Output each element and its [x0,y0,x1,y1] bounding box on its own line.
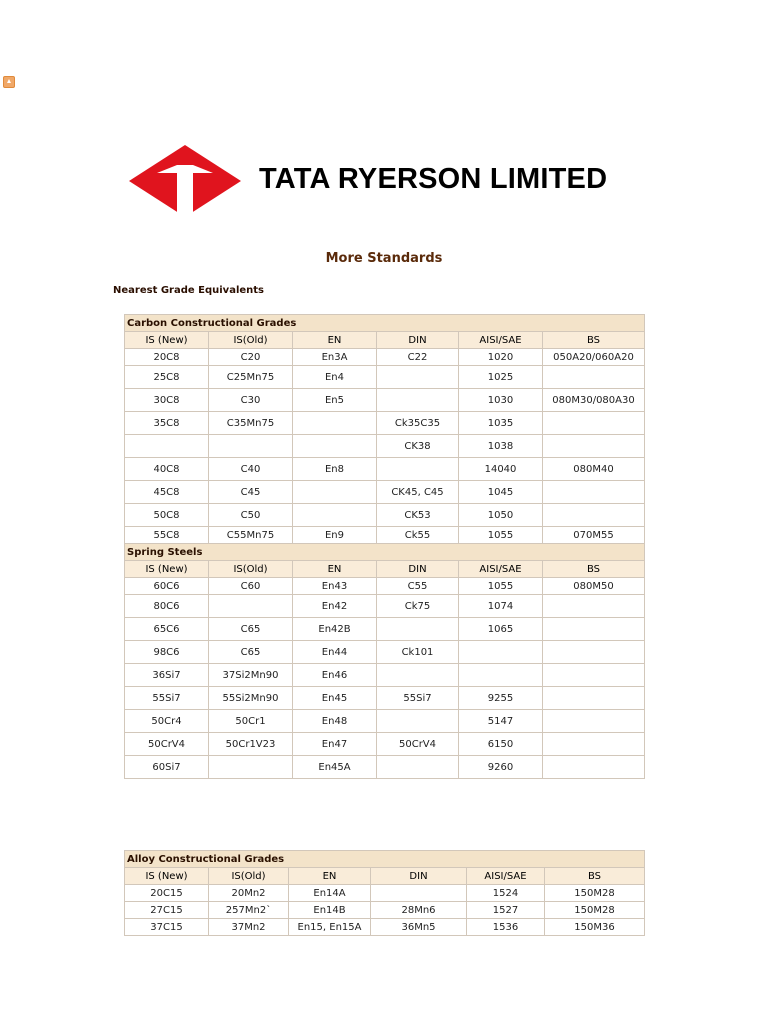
table-cell [543,664,645,687]
table-cell [543,504,645,527]
table-cell: 40C8 [125,458,209,481]
table-row [125,756,645,779]
table-cell: En9 [293,527,377,544]
column-header: DIN [377,332,459,349]
table-cell [377,366,459,389]
table-cell: C55Mn75 [209,527,293,544]
table-cell: En14A [289,885,371,902]
company-logo [127,143,657,219]
table-cell [377,664,459,687]
table-cell: En47 [293,733,377,756]
table-cell: En5 [293,389,377,412]
table-cell: En43 [293,578,377,595]
table-cell: 37C15 [125,919,209,936]
table-cell [543,618,645,641]
table-cell: C25Mn75 [209,366,293,389]
table-cell: 150M36 [545,919,645,936]
table-cell [377,756,459,779]
table-cell: 55C8 [125,527,209,544]
table-cell: 37Si2Mn90 [209,664,293,687]
table-cell: C65 [209,641,293,664]
table-cell: 98C6 [125,641,209,664]
table-row [125,389,645,412]
table-cell: 080M30/080A30 [543,389,645,412]
table-cell: En8 [293,458,377,481]
table-cell: C60 [209,578,293,595]
table-cell: 20C15 [125,885,209,902]
table-cell [543,435,645,458]
table-cell [543,641,645,664]
table-cell [543,733,645,756]
table-cell: En14B [289,902,371,919]
table-row [125,366,645,389]
column-header: EN [289,868,371,885]
table-header-row [125,868,645,885]
table-row [125,458,645,481]
table-cell: 1055 [459,578,543,595]
table-cell: 1055 [459,527,543,544]
table-cell [543,756,645,779]
table-cell: 1527 [467,902,545,919]
table-cell: 28Mn6 [371,902,467,919]
table-cell: 1020 [459,349,543,366]
table-row [125,919,645,936]
table-cell: 150M28 [545,902,645,919]
table-row [125,902,645,919]
column-header: DIN [371,868,467,885]
table-cell: 45C8 [125,481,209,504]
column-header: EN [293,332,377,349]
table-row [125,618,645,641]
table-cell: C22 [377,349,459,366]
column-header: BS [545,868,645,885]
table-cell: CK45, C45 [377,481,459,504]
section-title-cell: Alloy Constructional Grades [125,851,645,868]
table-cell: 50Cr1V23 [209,733,293,756]
table-row [125,578,645,595]
section-title-cell: Spring Steels [125,544,645,561]
table-row [125,481,645,504]
column-header: IS(Old) [209,332,293,349]
table-row [125,641,645,664]
table-cell: 55Si7 [377,687,459,710]
table-cell [459,664,543,687]
table-cell [293,481,377,504]
table-cell: 070M55 [543,527,645,544]
table-cell: 1524 [467,885,545,902]
arrow-up-icon[interactable] [3,76,15,88]
table-cell: En45 [293,687,377,710]
table-row [125,412,645,435]
table-cell: C40 [209,458,293,481]
table-header-row [125,332,645,349]
table-cell: 9260 [459,756,543,779]
table-cell: CK53 [377,504,459,527]
table-cell: C65 [209,618,293,641]
column-header: IS (New) [125,868,209,885]
table-cell: En46 [293,664,377,687]
table-cell: 50CrV4 [377,733,459,756]
table-cell: 1065 [459,618,543,641]
company-name: TATA RYERSON LIMITED [259,163,608,195]
table-cell: Ck35C35 [377,412,459,435]
column-header: BS [543,561,645,578]
table-cell [125,435,209,458]
table-cell: 36Mn5 [371,919,467,936]
table-row [125,349,645,366]
section-title-cell: Carbon Constructional Grades [125,315,645,332]
column-header: DIN [377,561,459,578]
table-cell [543,595,645,618]
table-cell: 25C8 [125,366,209,389]
table-cell: En48 [293,710,377,733]
table-header-row [125,561,645,578]
table-row [125,595,645,618]
table-cell: 080M50 [543,578,645,595]
column-header: BS [543,332,645,349]
table-cell: Ck75 [377,595,459,618]
column-header: EN [293,561,377,578]
table-cell [543,366,645,389]
table-cell: En4 [293,366,377,389]
table-cell: 50Cr1 [209,710,293,733]
table-cell: 1038 [459,435,543,458]
table-cell [543,710,645,733]
table-cell [543,412,645,435]
table-cell: 080M40 [543,458,645,481]
table-cell: 50CrV4 [125,733,209,756]
table-cell: C35Mn75 [209,412,293,435]
column-header: AISI/SAE [459,561,543,578]
table-row [125,527,645,544]
table-cell [293,504,377,527]
table-cell: C30 [209,389,293,412]
table-cell: 36Si7 [125,664,209,687]
table-cell: 1035 [459,412,543,435]
table-cell: 65C6 [125,618,209,641]
table-cell [377,710,459,733]
table-cell: En45A [293,756,377,779]
column-header: AISI/SAE [459,332,543,349]
table-cell [371,885,467,902]
table-cell: En3A [293,349,377,366]
table-row [125,710,645,733]
table-cell: 60C6 [125,578,209,595]
table-cell [209,435,293,458]
table-cell: 80C6 [125,595,209,618]
table-cell: 37Mn2 [209,919,289,936]
table-cell [377,389,459,412]
table-cell: 14040 [459,458,543,481]
table-cell: 60Si7 [125,756,209,779]
column-header: AISI/SAE [467,868,545,885]
table-cell: 55Si2Mn90 [209,687,293,710]
table-cell: 1030 [459,389,543,412]
table-cell: 1045 [459,481,543,504]
table-row [125,435,645,458]
table-cell: 9255 [459,687,543,710]
carbon-spring-table [124,314,645,779]
table-cell: C55 [377,578,459,595]
column-header: IS(Old) [209,868,289,885]
table-cell: 27C15 [125,902,209,919]
table-row [125,687,645,710]
table-cell [543,481,645,504]
alloy-table [124,850,645,936]
page-title: More Standards [325,251,443,266]
table-cell: 20C8 [125,349,209,366]
table-cell [377,618,459,641]
table-cell [209,756,293,779]
tata-logo-icon [127,143,243,219]
table-cell: 1074 [459,595,543,618]
table-cell: En15, En15A [289,919,371,936]
table-cell [293,412,377,435]
carbon-section-title [125,315,645,332]
table-cell: En42B [293,618,377,641]
table-cell: 050A20/060A20 [543,349,645,366]
column-header: IS (New) [125,561,209,578]
table-cell [459,641,543,664]
table-cell: 5147 [459,710,543,733]
column-header: IS(Old) [209,561,293,578]
section-subtitle: Nearest Grade Equivalents [113,285,265,296]
table-cell: 35C8 [125,412,209,435]
column-header: IS (New) [125,332,209,349]
table-cell: Ck101 [377,641,459,664]
table-cell [293,435,377,458]
table-cell: CK38 [377,435,459,458]
table-row [125,885,645,902]
table-cell: En42 [293,595,377,618]
table-row [125,504,645,527]
table-cell [377,458,459,481]
table-cell: C45 [209,481,293,504]
table-cell: 1536 [467,919,545,936]
table-cell [209,595,293,618]
table-cell: 1050 [459,504,543,527]
table-cell: En44 [293,641,377,664]
spring-section-title [125,544,645,561]
table-cell: 50C8 [125,504,209,527]
table-row [125,664,645,687]
table-cell: 257Mn2` [209,902,289,919]
table-cell: 55Si7 [125,687,209,710]
table-cell: C20 [209,349,293,366]
table-cell: C50 [209,504,293,527]
table-row [125,733,645,756]
table-cell: 6150 [459,733,543,756]
table-cell: 150M28 [545,885,645,902]
table-cell [543,687,645,710]
alloy-section-title [125,851,645,868]
table-cell: 30C8 [125,389,209,412]
table-cell: 20Mn2 [209,885,289,902]
table-cell: 50Cr4 [125,710,209,733]
table-cell: Ck55 [377,527,459,544]
table-cell: 1025 [459,366,543,389]
